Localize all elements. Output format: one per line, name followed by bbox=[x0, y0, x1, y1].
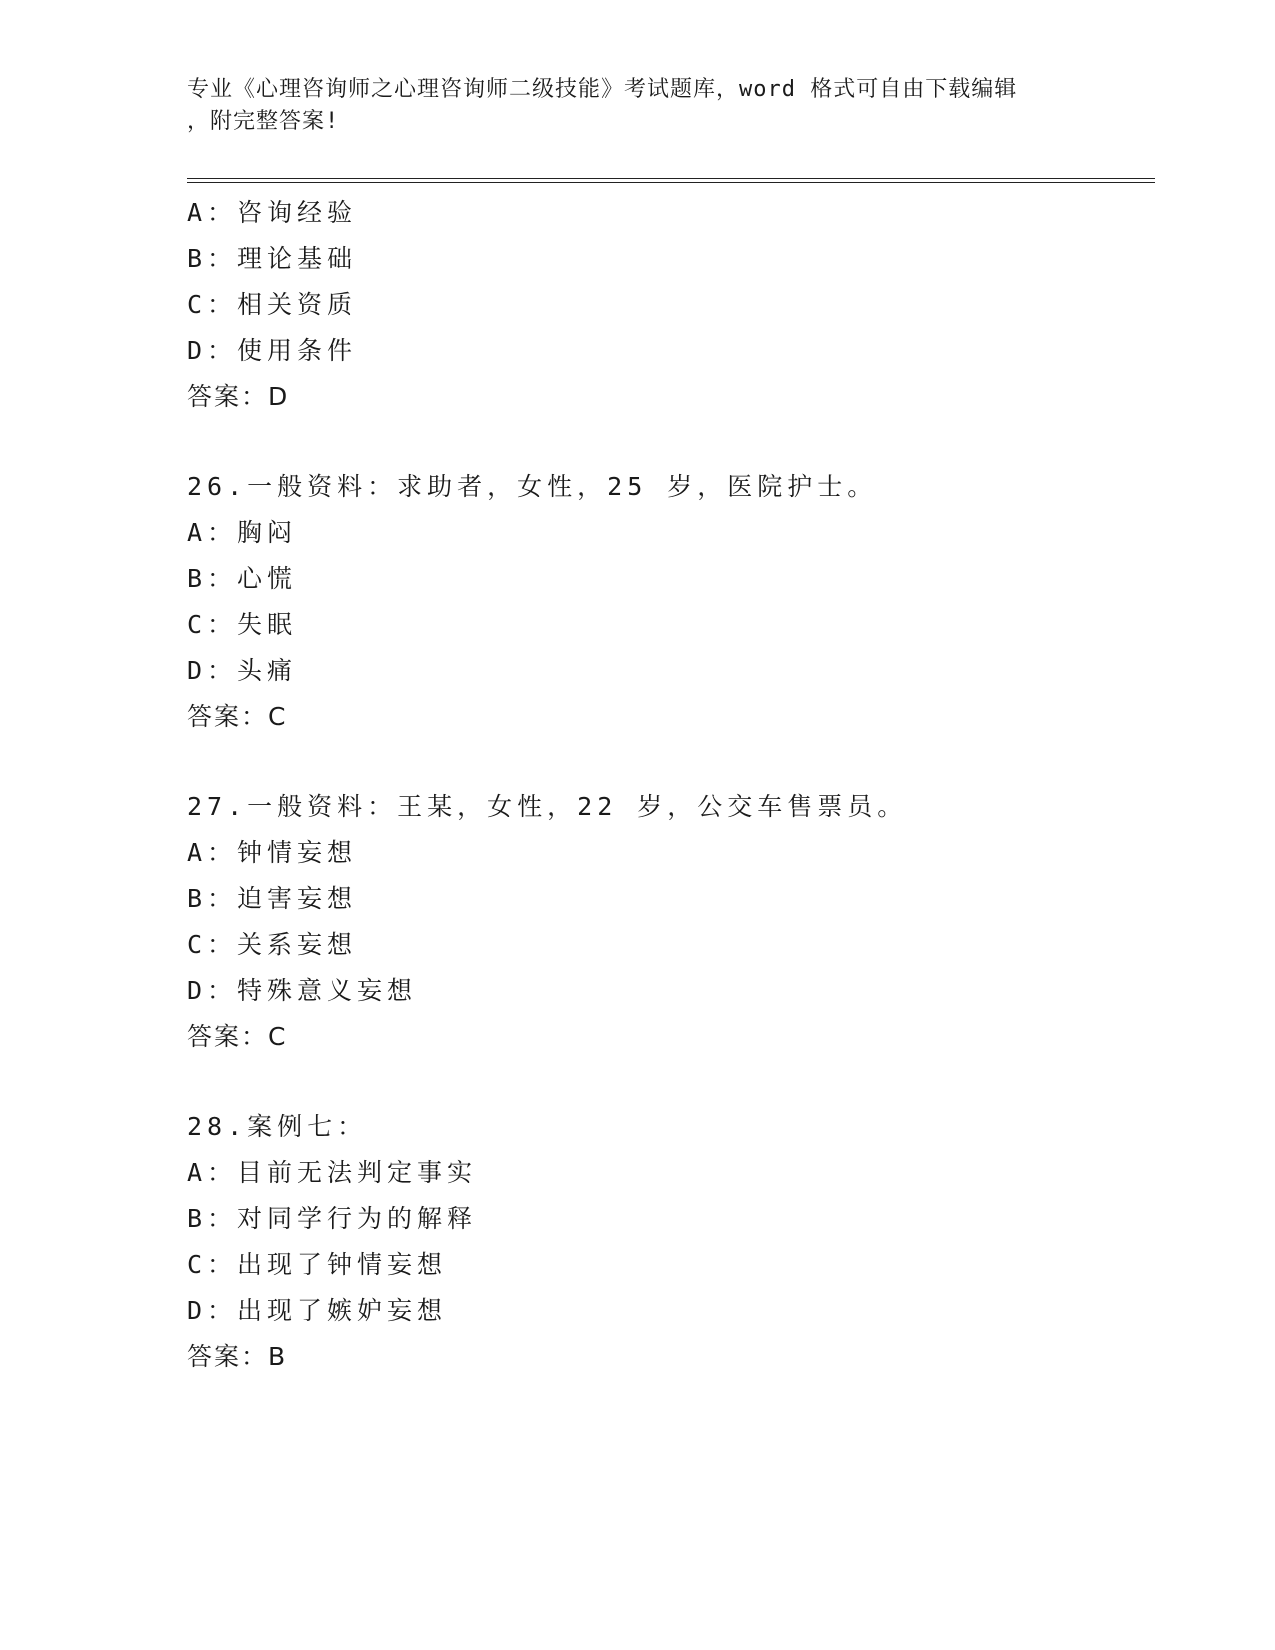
question-block bbox=[187, 464, 1147, 740]
answer-line: 答案：D bbox=[187, 382, 290, 411]
option-a: A：钟情妄想 bbox=[187, 838, 358, 867]
answer-line: 答案：C bbox=[187, 702, 288, 731]
option-c: C：出现了钟情妄想 bbox=[187, 1250, 448, 1279]
option-b: B：迫害妄想 bbox=[187, 884, 358, 913]
option-d: D：头痛 bbox=[187, 656, 298, 685]
question-block bbox=[187, 784, 1147, 1060]
option-c: C：失眠 bbox=[187, 610, 298, 639]
option-a: A：胸闷 bbox=[187, 518, 298, 547]
option-d: D：特殊意义妄想 bbox=[187, 976, 418, 1005]
document-header bbox=[187, 74, 1067, 138]
option-b: B：对同学行为的解释 bbox=[187, 1204, 478, 1233]
question-text: 26.一般资料：求助者，女性，25 岁，医院护士。 bbox=[187, 472, 878, 501]
header-line-1: 专业《心理咨询师之心理咨询师二级技能》考试题库，word 格式可自由下载编辑 bbox=[187, 77, 1018, 102]
header-divider-top bbox=[187, 178, 1155, 179]
option-c: C：相关资质 bbox=[187, 290, 358, 319]
question-block bbox=[187, 190, 1147, 420]
answer-line: 答案：B bbox=[187, 1342, 288, 1371]
option-d: D：使用条件 bbox=[187, 336, 358, 365]
option-a: A：咨询经验 bbox=[187, 198, 358, 227]
option-a: A：目前无法判定事实 bbox=[187, 1158, 478, 1187]
option-b: B：理论基础 bbox=[187, 244, 358, 273]
header-divider-bottom bbox=[187, 182, 1155, 183]
option-c: C：关系妄想 bbox=[187, 930, 358, 959]
question-text: 27.一般资料：王某，女性，22 岁，公交车售票员。 bbox=[187, 792, 908, 821]
header-line-2: ，附完整答案! bbox=[187, 109, 340, 134]
question-text: 28.案例七： bbox=[187, 1112, 368, 1141]
question-block bbox=[187, 1104, 1147, 1380]
option-b: B：心慌 bbox=[187, 564, 298, 593]
answer-line: 答案：C bbox=[187, 1022, 288, 1051]
option-d: D：出现了嫉妒妄想 bbox=[187, 1296, 448, 1325]
question-list bbox=[187, 190, 1147, 1380]
